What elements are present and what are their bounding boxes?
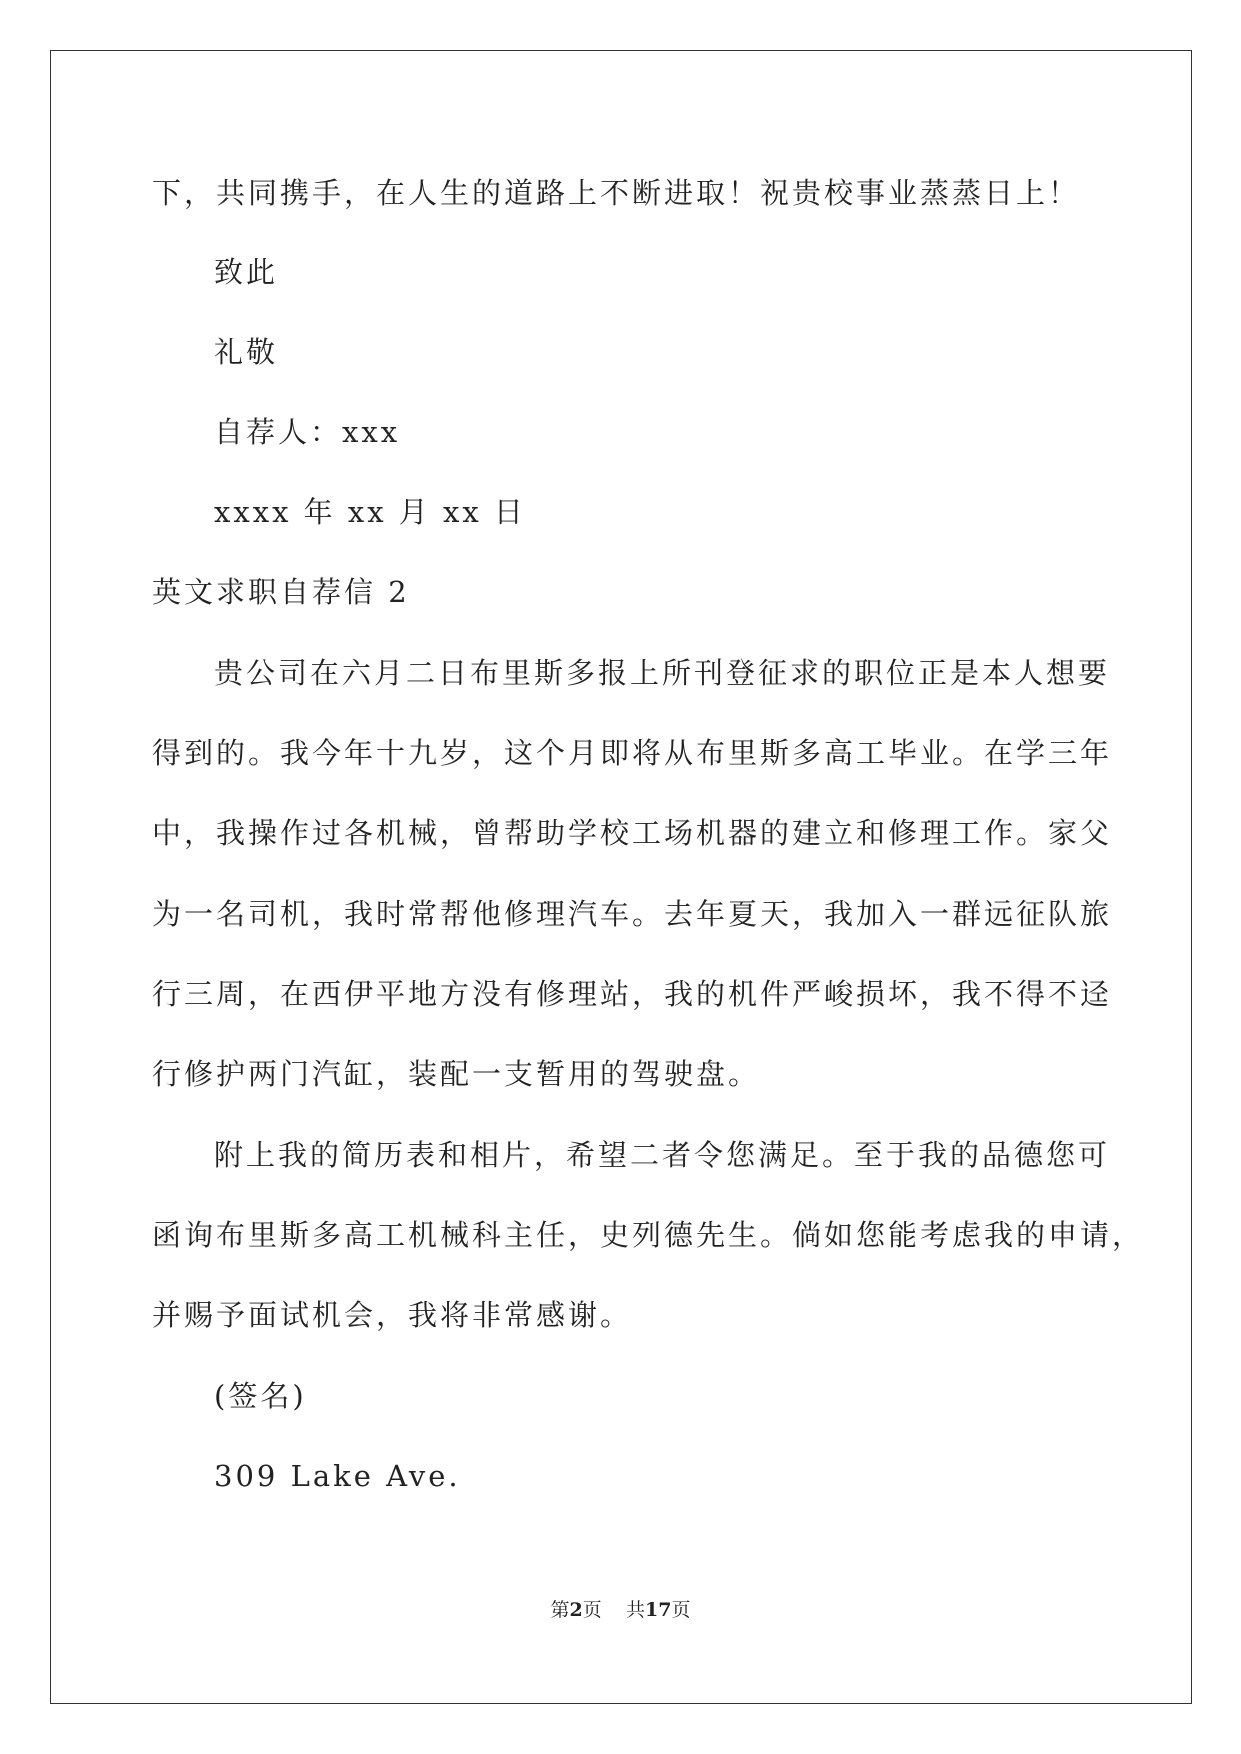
footer-current-page: 2: [569, 1599, 583, 1621]
closing-line-1: 致此: [214, 255, 279, 289]
paragraph-1-line-2: 得到的。我今年十九岁，这个月即将从布里斯多高工毕业。在学三年: [152, 736, 1113, 770]
address-line: 309 Lake Ave.: [214, 1459, 461, 1493]
paragraph-1-line-5: 行三周，在西伊平地方没有修理站，我的机件严峻损坏，我不得不迳: [152, 977, 1113, 1011]
paragraph-2-line-2: 函询布里斯多高工机械科主任，史列德先生。倘如您能考虑我的申请，: [152, 1218, 1145, 1252]
signer-line: 自荐人：xxx: [214, 415, 401, 449]
section-title: 英文求职自荐信 2: [152, 575, 410, 609]
paragraph-1-line-3: 中，我操作过各机械，曾帮助学校工场机器的建立和修理工作。家父: [152, 816, 1113, 850]
paragraph-1-line-1: 贵公司在六月二日布里斯多报上所刊登征求的职位正是本人想要: [214, 656, 1111, 690]
footer-total-prefix: 共: [625, 1599, 645, 1621]
paragraph-2-line-3: 并赐予面试机会，我将非常感谢。: [152, 1298, 633, 1332]
date-line: xxxx 年 xx 月 xx 日: [214, 495, 526, 529]
footer-prefix: 第: [550, 1599, 570, 1621]
paragraph-1-line-4: 为一名司机，我时常帮他修理汽车。去年夏天，我加入一群远征队旅: [152, 897, 1113, 931]
paragraph-2-line-1: 附上我的简历表和相片，希望二者令您满足。至于我的品德您可: [214, 1138, 1111, 1172]
paragraph-1-line-6: 行修护两门汽缸，装配一支暂用的驾驶盘。: [152, 1057, 761, 1091]
footer-page-word: 页: [582, 1599, 602, 1621]
page-frame: [50, 50, 1192, 1704]
footer-total-suffix: 页: [671, 1599, 691, 1621]
page-footer: [0, 1598, 1241, 1622]
closing-line-2: 礼敬: [214, 335, 279, 369]
footer-total-pages: 17: [644, 1599, 672, 1621]
body-line-1: 下，共同携手，在人生的道路上不断进取！祝贵校事业蒸蒸日上！: [152, 176, 1081, 210]
signature-line: (签名): [214, 1379, 307, 1413]
